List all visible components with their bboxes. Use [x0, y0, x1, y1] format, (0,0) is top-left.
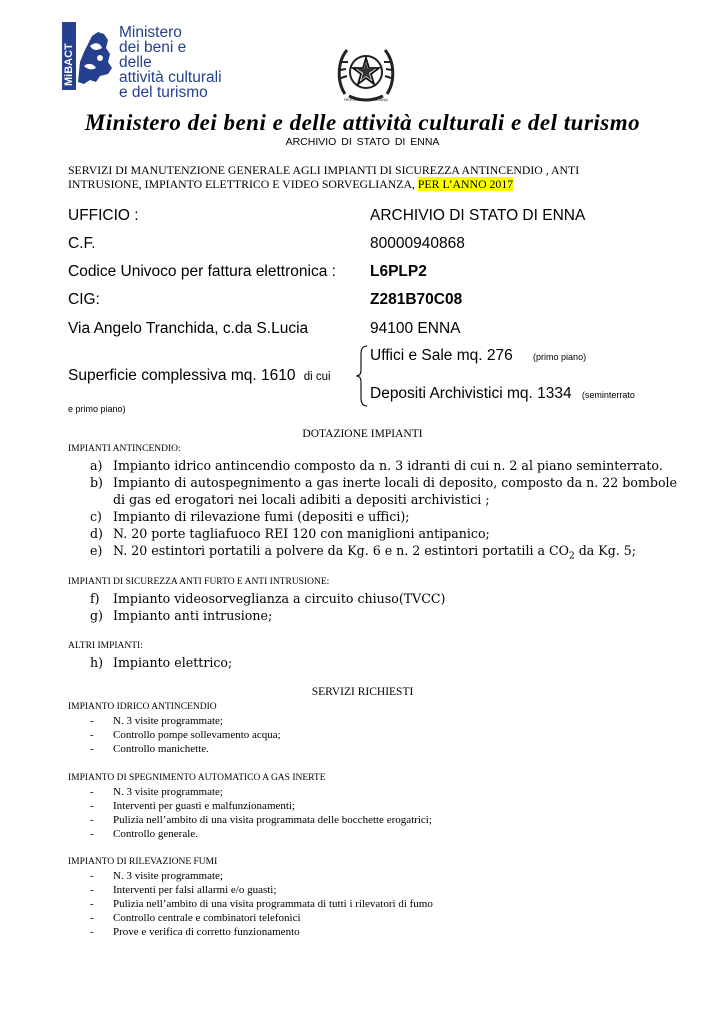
ufficio-value: ARCHIVIO DI STATO DI ENNA: [370, 207, 586, 224]
logo-abbrev: MiBACT: [63, 43, 75, 86]
dash-text: N. 3 visite programmate;: [113, 715, 223, 727]
codice-univoco-label: Codice Univoco per fattura elettronica :: [68, 263, 336, 280]
list-text: Impianto di autospegnimento a gas inerte locali di deposito, composto da n. 22 bombole di gas ed erogatori nei locali adibiti a depositi archivistici ;: [113, 475, 678, 507]
list-letter: e): [90, 543, 103, 558]
spegnimento-list: [68, 785, 668, 841]
ministry-title: Ministero dei beni e delle attività culturali e del turismo: [84, 110, 641, 135]
list-item: [68, 525, 688, 542]
superficie-row: [68, 367, 331, 385]
list-item: [68, 542, 688, 566]
list-letter: h): [90, 655, 104, 670]
dash-item: - N. 3 visite programmate;: [90, 870, 223, 882]
anti-furto-list: [68, 590, 688, 624]
address-value: 94100 ENNA: [370, 320, 461, 337]
logo-text: [119, 25, 222, 100]
cf-label: C.F.: [68, 235, 96, 252]
cf-value: 80000940868: [370, 235, 465, 252]
rilevazione-list: [68, 869, 668, 939]
altri-impianti-list: [68, 654, 688, 671]
logo-line: e del turismo: [119, 84, 208, 101]
list-text: Impianto idrico antincendio composto da n. 3 idranti di cui n. 2 al piano seminterrato.: [113, 458, 663, 473]
dash-text: Pulizia nell’ambito di una visita programmata delle bocchette erogatrici;: [113, 814, 432, 826]
mibact-logo: [62, 22, 222, 101]
svg-text:REPVBBLICA ITALIANA: REPVBBLICA ITALIANA: [344, 97, 388, 102]
depositi-value: Depositi Archivistici mq. 1334: [370, 385, 572, 402]
ufficio-label: UFFICIO :: [68, 207, 139, 224]
di-cui-label: di cui: [303, 371, 331, 383]
dash-item: - Controllo centrale e combinatori telefonici: [90, 912, 301, 924]
list-text: Impianto videosorveglianza a circuito chiuso(TVCC): [113, 591, 446, 606]
dash-item: - Controllo manichette.: [90, 743, 209, 755]
list-letter: d): [90, 526, 103, 541]
archive-subtitle: ARCHIVIO DI STATO DI ENNA: [285, 136, 440, 148]
services-description: [68, 163, 628, 191]
idrico-list: [68, 714, 668, 756]
anti-furto-caption: IMPIANTI DI SICUREZZA ANTI FURTO E ANTI INTRUSIONE:: [68, 577, 330, 587]
cig-value: Z281B70C08: [370, 291, 463, 308]
dash-item: - Interventi per guasti e malfunzionamenti;: [90, 800, 296, 812]
list-text: Impianto anti intrusione;: [113, 608, 273, 623]
list-text-tail: da Kg. 5;: [574, 543, 637, 558]
list-text: N. 20 estintori portatili a polvere da Kg. 6 e n. 2 estintori portatili a CO: [113, 543, 569, 558]
dash-text: Pulizia nell’ambito di una visita programmata di tutti i rilevatori di fumo: [113, 898, 433, 910]
dash-text: Controllo generale.: [113, 828, 198, 840]
dash-item: - Interventi per falsi allarmi e/o guasti;: [90, 884, 277, 896]
cig-label: CIG:: [68, 291, 100, 308]
curly-brace-icon: [355, 344, 369, 408]
list-item: [68, 474, 688, 508]
list-item: [68, 654, 688, 671]
italian-republic-emblem-icon: [335, 38, 397, 104]
logo-line: dei beni e delle: [119, 39, 187, 71]
superficie-label: Superficie complessiva mq. 1610: [68, 367, 296, 384]
depositi-note: (seminterrato: [581, 390, 635, 400]
spegnimento-caption: IMPIANTO DI SPEGNIMENTO AUTOMATICO A GAS INERTE: [68, 773, 326, 783]
list-text: Impianto di rilevazione fumi (depositi e uffici);: [113, 509, 410, 524]
list-text: N. 20 porte tagliafuoco REI 120 con maniglioni antipanico;: [113, 526, 490, 541]
antincendio-list: [68, 457, 688, 566]
services-year-highlight: PER L’ANNO 2017: [417, 177, 514, 191]
dotazione-title: DOTAZIONE IMPIANTI: [302, 428, 423, 440]
dash-item: - Controllo pompe sollevamento acqua;: [90, 729, 281, 741]
mibact-logo-mark-icon: [62, 22, 114, 90]
dash-text: Interventi per falsi allarmi e/o guasti;: [113, 884, 277, 896]
list-item: [68, 457, 688, 474]
dash-item: - Pulizia nell’ambito di una visita programmata di tutti i rilevatori di fumo: [90, 898, 433, 910]
uffici-area: [370, 347, 586, 365]
depositi-area: [370, 385, 635, 403]
dash-text: Controllo manichette.: [113, 743, 209, 755]
dash-item: - Prove e verifica di corretto funzionamento: [90, 926, 300, 938]
list-item: [68, 590, 688, 607]
dash-text: N. 3 visite programmate;: [113, 870, 223, 882]
list-letter: a): [90, 458, 103, 473]
list-letter: b): [90, 475, 103, 490]
altri-impianti-caption: ALTRI IMPIANTI:: [68, 641, 143, 651]
list-letter: g): [90, 608, 103, 623]
uffici-value: Uffici e Sale mq. 276: [370, 347, 513, 364]
dash-text: Controllo pompe sollevamento acqua;: [113, 729, 281, 741]
list-letter: f): [90, 591, 100, 606]
co2-subscript: 2: [568, 551, 575, 562]
address-label: Via Angelo Tranchida, c.da S.Lucia: [68, 320, 309, 337]
logo-line: attività culturali: [119, 69, 222, 86]
dash-text: Prove e verifica di corretto funzionamento: [113, 926, 300, 938]
services-text: SERVIZI DI MANUTENZIONE GENERALE AGLI IMPIANTI DI SICUREZZA ANTINCENDIO , ANTI INTRUSIONE, IMPIANTO ELETTRICO E VIDEO SORVEGLIANZA,: [68, 163, 580, 191]
codice-univoco-value: L6PLP2: [370, 263, 427, 280]
dash-item: - Controllo generale.: [90, 828, 198, 840]
list-item: [68, 607, 688, 624]
dash-text: Controllo centrale e combinatori telefonici: [113, 912, 301, 924]
list-letter: c): [90, 509, 102, 524]
dash-item: - Pulizia nell’ambito di una visita programmata delle bocchette erogatrici;: [90, 814, 432, 826]
uffici-note: (primo piano): [533, 352, 587, 362]
list-item: [68, 508, 688, 525]
dash-text: Interventi per guasti e malfunzionamenti;: [113, 800, 296, 812]
list-text: Impianto elettrico;: [113, 655, 233, 670]
dash-item: - N. 3 visite programmate;: [90, 786, 223, 798]
dash-item: - N. 3 visite programmate;: [90, 715, 223, 727]
rilevazione-caption: IMPIANTO DI RILEVAZIONE FUMI: [68, 857, 218, 867]
antincendio-caption: IMPIANTI ANTINCENDIO:: [68, 444, 181, 454]
dash-text: N. 3 visite programmate;: [113, 786, 223, 798]
logo-line: Ministero: [119, 24, 182, 41]
idrico-caption: IMPIANTO IDRICO ANTINCENDIO: [68, 702, 217, 712]
depositi-note-continued: e primo piano): [68, 404, 126, 414]
servizi-title: SERVIZI RICHIESTI: [311, 686, 414, 698]
